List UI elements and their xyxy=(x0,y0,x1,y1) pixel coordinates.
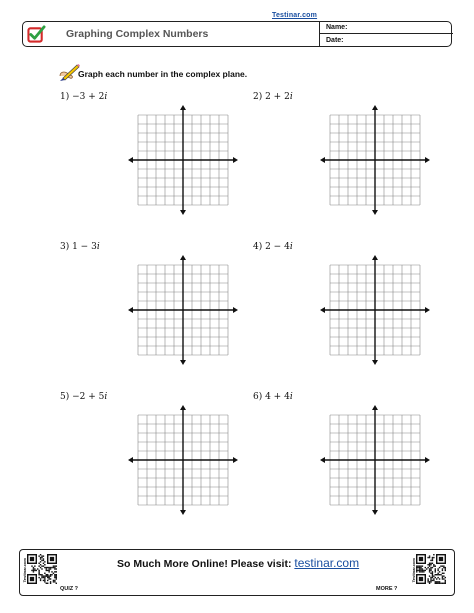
complex-plane-2[interactable] xyxy=(320,105,430,215)
more-label: MORE ? xyxy=(376,586,398,592)
arrow-up-icon xyxy=(180,105,186,110)
complex-plane-3[interactable] xyxy=(128,255,238,365)
arrow-left-icon xyxy=(320,307,325,313)
complex-plane-1[interactable] xyxy=(128,105,238,215)
arrow-up-icon xyxy=(180,255,186,260)
footer-link[interactable]: testinar.com xyxy=(294,556,360,570)
plane-svg xyxy=(320,405,430,515)
date-field[interactable]: Date: xyxy=(326,36,344,44)
arrow-down-icon xyxy=(180,360,186,365)
arrow-down-icon xyxy=(372,510,378,515)
qr-code-more-icon[interactable] xyxy=(416,554,446,584)
problem-5-label: 5) −2 + 5𝑖 xyxy=(60,392,108,402)
arrow-down-icon xyxy=(372,210,378,215)
worksheet-header xyxy=(22,21,452,47)
arrow-down-icon xyxy=(372,360,378,365)
quiz-label: QUIZ ? xyxy=(60,586,79,592)
problem-1-label: 1) −3 + 2𝑖 xyxy=(60,92,108,102)
arrow-up-icon xyxy=(372,105,378,110)
problem-4-label: 4) 2 − 4𝑖 xyxy=(253,242,293,252)
arrow-right-icon xyxy=(233,307,238,313)
arrow-up-icon xyxy=(372,405,378,410)
arrow-left-icon xyxy=(128,457,133,463)
complex-plane-5[interactable] xyxy=(128,405,238,515)
arrow-right-icon xyxy=(425,307,430,313)
arrow-right-icon xyxy=(233,157,238,163)
plane-svg xyxy=(320,255,430,365)
problem-3-label: 3) 1 − 3𝑖 xyxy=(60,242,100,252)
arrow-left-icon xyxy=(320,157,325,163)
student-fields xyxy=(319,21,453,47)
problem-6-label: 6) 4 + 4𝑖 xyxy=(253,392,293,402)
arrow-right-icon xyxy=(233,457,238,463)
complex-plane-4[interactable] xyxy=(320,255,430,365)
instructions-text: Graph each number in the complex plane. xyxy=(78,69,248,79)
complex-plane-6[interactable] xyxy=(320,405,430,515)
arrow-left-icon xyxy=(128,157,133,163)
footer-message xyxy=(117,556,359,570)
name-field[interactable]: Name: xyxy=(320,21,453,34)
arrow-down-icon xyxy=(180,510,186,515)
arrow-right-icon xyxy=(425,157,430,163)
plane-svg xyxy=(128,255,238,365)
checkbox-logo-icon xyxy=(27,25,46,43)
plane-svg xyxy=(128,405,238,515)
footer-banner xyxy=(19,549,455,596)
page-title: Graphing Complex Numbers xyxy=(66,28,209,40)
qr-side-text-left: Testinar.com xyxy=(22,558,27,583)
plane-svg xyxy=(320,105,430,215)
qr-code-quiz-icon[interactable] xyxy=(27,554,57,584)
qr-side-text-right: Testinar.com xyxy=(411,558,416,583)
pencil-hand-icon xyxy=(58,62,80,82)
arrow-right-icon xyxy=(425,457,430,463)
site-link[interactable]: Testinar.com xyxy=(272,12,318,19)
arrow-up-icon xyxy=(372,255,378,260)
arrow-left-icon xyxy=(320,457,325,463)
arrow-left-icon xyxy=(128,307,133,313)
arrow-up-icon xyxy=(180,405,186,410)
footer-message-text: So Much More Online! Please visit: xyxy=(117,558,292,570)
arrow-down-icon xyxy=(180,210,186,215)
problem-2-label: 2) 2 + 2𝑖 xyxy=(253,92,293,102)
plane-svg xyxy=(128,105,238,215)
